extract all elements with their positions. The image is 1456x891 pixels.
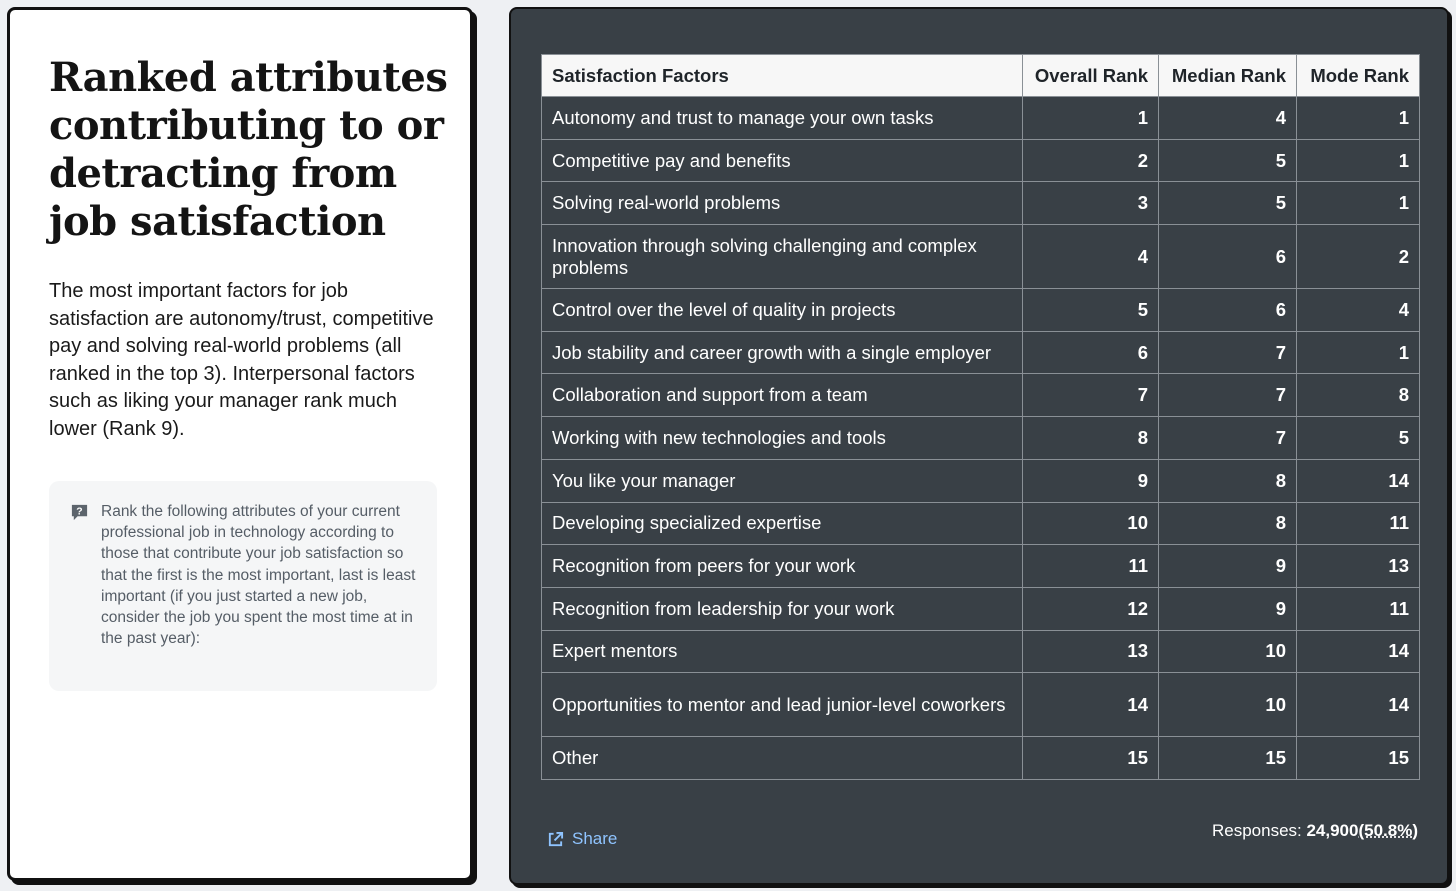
survey-question-box xyxy=(49,481,437,691)
rank-table xyxy=(541,54,1420,780)
factor-cell: Recognition from peers for your work xyxy=(542,545,1023,588)
table-row xyxy=(542,417,1420,460)
svg-text:?: ? xyxy=(76,506,83,518)
share-button[interactable] xyxy=(547,829,617,849)
median-rank-cell: 7 xyxy=(1159,374,1297,417)
factor-cell: Working with new technologies and tools xyxy=(542,417,1023,460)
page-title: Ranked attributes contributing to or detracting from job satisfaction xyxy=(49,54,448,245)
median-rank-cell: 7 xyxy=(1159,331,1297,374)
factor-cell: Other xyxy=(542,737,1023,780)
responses-summary xyxy=(1212,821,1418,841)
mode-rank-cell: 14 xyxy=(1297,673,1420,737)
median-rank-cell: 9 xyxy=(1159,545,1297,588)
mode-rank-cell: 15 xyxy=(1297,737,1420,780)
overall-rank-cell: 9 xyxy=(1023,459,1159,502)
overall-rank-cell: 12 xyxy=(1023,587,1159,630)
median-rank-cell: 6 xyxy=(1159,289,1297,332)
median-rank-cell: 8 xyxy=(1159,459,1297,502)
overall-rank-cell: 1 xyxy=(1023,97,1159,140)
overall-rank-cell: 2 xyxy=(1023,139,1159,182)
table-row xyxy=(542,459,1420,502)
table-row xyxy=(542,97,1420,140)
share-label: Share xyxy=(572,829,618,848)
table-row xyxy=(542,545,1420,588)
responses-label: Responses: xyxy=(1211,821,1307,840)
mode-rank-cell: 1 xyxy=(1297,182,1420,225)
mode-rank-cell: 11 xyxy=(1297,587,1420,630)
mode-rank-cell: 4 xyxy=(1297,289,1420,332)
table-row xyxy=(542,630,1420,673)
mode-rank-cell: 14 xyxy=(1297,459,1420,502)
overall-rank-cell: 3 xyxy=(1023,182,1159,225)
mode-rank-cell: 5 xyxy=(1297,417,1420,460)
mode-rank-cell: 11 xyxy=(1297,502,1420,545)
factor-cell: Competitive pay and benefits xyxy=(542,139,1023,182)
header-mode-rank: Mode Rank xyxy=(1297,55,1420,97)
mode-rank-cell: 8 xyxy=(1297,374,1420,417)
overall-rank-cell: 14 xyxy=(1023,673,1159,737)
overall-rank-cell: 13 xyxy=(1023,630,1159,673)
table-row xyxy=(542,587,1420,630)
overall-rank-cell: 5 xyxy=(1023,289,1159,332)
overall-rank-cell: 10 xyxy=(1023,502,1159,545)
overall-rank-cell: 7 xyxy=(1023,374,1159,417)
table-row xyxy=(542,502,1420,545)
factor-cell: Innovation through solving challenging and complex problems xyxy=(542,225,1023,289)
median-rank-cell: 5 xyxy=(1159,182,1297,225)
external-link-icon xyxy=(547,831,564,848)
mode-rank-cell: 1 xyxy=(1297,331,1420,374)
factor-cell: Control over the level of quality in projects xyxy=(542,289,1023,332)
results-panel xyxy=(509,7,1449,885)
median-rank-cell: 9 xyxy=(1159,587,1297,630)
median-rank-cell: 10 xyxy=(1159,673,1297,737)
header-median-rank: Median Rank xyxy=(1159,55,1297,97)
table-row xyxy=(542,289,1420,332)
mode-rank-cell: 2 xyxy=(1297,225,1420,289)
mode-rank-cell: 13 xyxy=(1297,545,1420,588)
table-row xyxy=(542,374,1420,417)
overall-rank-cell: 6 xyxy=(1023,331,1159,374)
overall-rank-cell: 8 xyxy=(1023,417,1159,460)
header-overall-rank: Overall Rank xyxy=(1023,55,1159,97)
overall-rank-cell: 11 xyxy=(1023,545,1159,588)
median-rank-cell: 8 xyxy=(1159,502,1297,545)
survey-question-text: Rank the following attributes of your current professional job in technology according to those that contribute your job satisfaction so that the first is the most important, last is least important (if you just started a new job, consider the job you spent the most time at in the past year): xyxy=(101,503,416,648)
header-factors: Satisfaction Factors xyxy=(542,55,1023,97)
question-icon xyxy=(70,503,89,522)
median-rank-cell: 4 xyxy=(1159,97,1297,140)
table-row xyxy=(542,139,1420,182)
factor-cell: Collaboration and support from a team xyxy=(542,374,1023,417)
median-rank-cell: 5 xyxy=(1159,139,1297,182)
overall-rank-cell: 4 xyxy=(1023,225,1159,289)
median-rank-cell: 7 xyxy=(1159,417,1297,460)
factor-cell: Solving real-world problems xyxy=(542,182,1023,225)
table-header-row xyxy=(542,55,1420,97)
factor-cell: Job stability and career growth with a single employer xyxy=(542,331,1023,374)
factor-cell: Expert mentors xyxy=(542,630,1023,673)
responses-percent: (50.8%) xyxy=(1358,821,1418,840)
table-row xyxy=(542,182,1420,225)
median-rank-cell: 6 xyxy=(1159,225,1297,289)
factor-cell: Developing specialized expertise xyxy=(542,502,1023,545)
overall-rank-cell: 15 xyxy=(1023,737,1159,780)
factor-cell: Opportunities to mentor and lead junior-level coworkers xyxy=(542,673,1023,737)
responses-count: 24,900 xyxy=(1306,821,1359,840)
factor-cell: You like your manager xyxy=(542,459,1023,502)
factor-cell: Recognition from leadership for your work xyxy=(542,587,1023,630)
mode-rank-cell: 1 xyxy=(1297,139,1420,182)
table-row xyxy=(542,331,1420,374)
table-row xyxy=(542,673,1420,737)
table-row xyxy=(542,737,1420,780)
factor-cell: Autonomy and trust to manage your own tasks xyxy=(542,97,1023,140)
mode-rank-cell: 1 xyxy=(1297,97,1420,140)
median-rank-cell: 10 xyxy=(1159,630,1297,673)
mode-rank-cell: 14 xyxy=(1297,630,1420,673)
table-row xyxy=(542,225,1420,289)
question-card xyxy=(7,7,473,881)
summary-text: The most important factors for job satisfaction are autonomy/trust, competitive pay and solving real-world problems (all ranked in the top 3). Interpersonal factors such as liking your manager rank much lower (Rank 9). xyxy=(49,280,434,440)
median-rank-cell: 15 xyxy=(1159,737,1297,780)
